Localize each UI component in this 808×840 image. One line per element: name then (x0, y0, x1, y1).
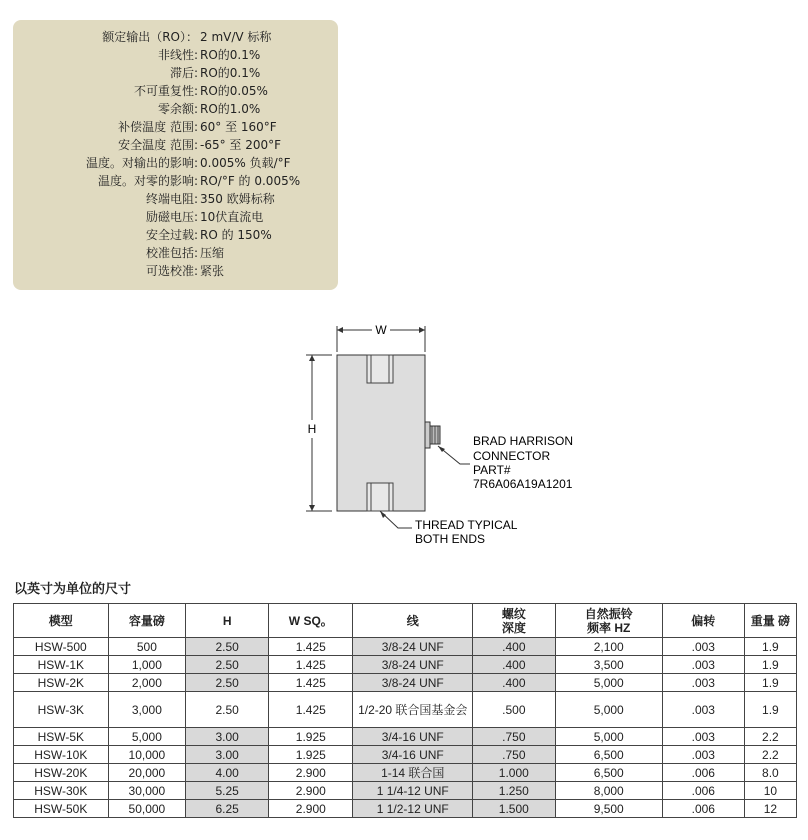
table-header-row (14, 604, 797, 638)
spec-label: 安全过载: (145, 228, 198, 242)
table-cell: 2.50 (186, 692, 269, 728)
table-cell: .750 (473, 746, 556, 764)
table-row (14, 746, 797, 764)
spec-label: 校准包括: (145, 246, 198, 260)
table-cell: 2.900 (269, 782, 353, 800)
column-header: 螺纹 深度 (473, 604, 556, 638)
spec-label: 额定输出（RO）： (102, 30, 198, 44)
table-cell: 4.00 (186, 764, 269, 782)
spec-row (13, 82, 338, 100)
table-cell: HSW-3K (14, 692, 109, 728)
table-cell: 5,000 (108, 728, 186, 746)
table-cell: 5,000 (555, 692, 662, 728)
table-cell: 1.925 (269, 728, 353, 746)
table-cell: 1.9 (744, 656, 796, 674)
table-cell: 6.25 (186, 800, 269, 818)
table-cell: 12 (744, 800, 796, 818)
table-row (14, 656, 797, 674)
spec-label: 非线性: (157, 48, 198, 62)
table-cell: HSW-1K (14, 656, 109, 674)
table-cell: 5,000 (555, 674, 662, 692)
table-cell: 20,000 (108, 764, 186, 782)
table-cell: 3/8-24 UNF (353, 656, 473, 674)
table-cell: HSW-20K (14, 764, 109, 782)
table-cell: 3/4-16 UNF (353, 746, 473, 764)
table-row (14, 728, 797, 746)
svg-text:BRAD HARRISON CONNECTOR (473, 434, 576, 491)
column-header: 自然振铃 频率 HZ (555, 604, 662, 638)
spec-row (13, 244, 338, 262)
table-cell: 1 1/2-12 UNF (353, 800, 473, 818)
table-row (14, 800, 797, 818)
spec-row (13, 154, 338, 172)
table-cell: .006 (662, 782, 744, 800)
spec-label: 温度。对输出的影响: (85, 156, 198, 170)
table-cell: .003 (662, 728, 744, 746)
thread-label-line-1: THREAD TYPICAL (415, 518, 518, 532)
spec-label: 补偿温度 范围: (118, 120, 198, 134)
table-row (14, 638, 797, 656)
table-cell: .500 (473, 692, 556, 728)
table-cell: 30,000 (108, 782, 186, 800)
table-cell: 50,000 (108, 800, 186, 818)
table-cell: 5.25 (186, 782, 269, 800)
table-cell: .003 (662, 692, 744, 728)
spec-label: 励磁电压: (145, 210, 198, 224)
spec-label: 滞后: (169, 66, 198, 80)
table-cell: HSW-50K (14, 800, 109, 818)
spec-value: 60° 至 160°F (200, 120, 277, 134)
table-cell: 2,100 (555, 638, 662, 656)
table-cell: 6,500 (555, 746, 662, 764)
table-cell: 1 1/4-12 UNF (353, 782, 473, 800)
h-dimension-label: H (307, 422, 317, 436)
thread-label-line-2: BOTH ENDS (415, 532, 486, 546)
table-cell: 3/8-24 UNF (353, 674, 473, 692)
table-cell: 3/8-24 UNF (353, 638, 473, 656)
table-cell: 1.9 (744, 638, 796, 656)
spec-value: 2 mV/V 标称 (200, 30, 272, 44)
table-cell: 2.2 (744, 728, 796, 746)
table-cell: 2.900 (269, 800, 353, 818)
spec-value: RO/°F 的 0.005% (200, 174, 301, 188)
table-cell: 3,000 (108, 692, 186, 728)
table-cell: 1.000 (473, 764, 556, 782)
table-cell: 1,000 (108, 656, 186, 674)
column-header: 容量磅 (108, 604, 186, 638)
table-cell: HSW-500 (14, 638, 109, 656)
spec-label: 终端电阻: (145, 192, 198, 206)
table-cell: .003 (662, 674, 744, 692)
table-cell: 6,500 (555, 764, 662, 782)
spec-row (13, 190, 338, 208)
table-title: 以英寸为单位的尺寸 (14, 582, 132, 597)
table-cell: .400 (473, 674, 556, 692)
column-header: H (186, 604, 269, 638)
table-cell: 1.425 (269, 656, 353, 674)
table-cell: 1.500 (473, 800, 556, 818)
connector-label-line-3: PART# (473, 463, 511, 477)
table-cell: 2.50 (186, 656, 269, 674)
table-row (14, 674, 797, 692)
spec-row (13, 136, 338, 154)
spec-value: RO 的 150% (200, 228, 272, 242)
table-cell: .750 (473, 728, 556, 746)
table-cell: 3,500 (555, 656, 662, 674)
column-header: 线 (353, 604, 473, 638)
dimensions-table (13, 603, 797, 818)
spec-label: 温度。对零的影响: (97, 174, 198, 188)
spec-value: 0.005% 负载/°F (200, 156, 291, 170)
table-cell: 1.9 (744, 692, 796, 728)
table-cell: .400 (473, 656, 556, 674)
table-cell: .006 (662, 764, 744, 782)
column-header: W SQ。 (269, 604, 353, 638)
table-cell: 5,000 (555, 728, 662, 746)
spec-label: 可选校准: (145, 264, 198, 278)
svg-text:THREAD TYPICAL BOTH ENDS (415, 518, 520, 546)
column-header: 模型 (14, 604, 109, 638)
spec-label: 不可重复性: (133, 84, 198, 98)
table-cell: 2.50 (186, 638, 269, 656)
spec-value: RO的0.05% (200, 84, 268, 98)
table-cell: .400 (473, 638, 556, 656)
table-cell: 1.425 (269, 674, 353, 692)
spec-value: -65° 至 200°F (200, 138, 282, 152)
spec-row (13, 172, 338, 190)
table-cell: 1.425 (269, 692, 353, 728)
table-cell: 1.9 (744, 674, 796, 692)
column-header: 重量 磅 (744, 604, 796, 638)
table-cell: 3.00 (186, 746, 269, 764)
table-cell: HSW-2K (14, 674, 109, 692)
spec-row (13, 118, 338, 136)
spec-row (13, 208, 338, 226)
spec-value: 压缩 (200, 246, 225, 260)
table-cell: .003 (662, 638, 744, 656)
spec-value: 紧张 (200, 264, 225, 278)
spec-value: RO的1.0% (200, 102, 261, 116)
table-cell: 1/2-20 联合国基金会 (353, 692, 473, 728)
table-cell: 8,000 (555, 782, 662, 800)
connector-label-line-4: 7R6A06A19A1201 (473, 477, 573, 491)
table-cell: 9,500 (555, 800, 662, 818)
spec-label: 安全温度 范围: (118, 138, 198, 152)
spec-label: 零余额: (157, 102, 198, 116)
table-cell: 3.00 (186, 728, 269, 746)
table-cell: 10,000 (108, 746, 186, 764)
table-cell: HSW-10K (14, 746, 109, 764)
table-cell: 500 (108, 638, 186, 656)
table-cell: 1.425 (269, 638, 353, 656)
table-cell: .003 (662, 656, 744, 674)
spec-value: 350 欧姆标称 (200, 192, 275, 206)
table-cell: 2.2 (744, 746, 796, 764)
spec-row (13, 28, 338, 46)
table-cell: 2.50 (186, 674, 269, 692)
w-dimension-label: W (375, 323, 387, 337)
spec-row (13, 100, 338, 118)
spec-value: 10伏直流电 (200, 210, 264, 224)
table-cell: 10 (744, 782, 796, 800)
table-row (14, 782, 797, 800)
table-cell: HSW-30K (14, 782, 109, 800)
spec-value: RO的0.1% (200, 48, 261, 62)
spec-row (13, 262, 338, 280)
spec-value: RO的0.1% (200, 66, 261, 80)
table-cell: .006 (662, 800, 744, 818)
table-cell: HSW-5K (14, 728, 109, 746)
connector-icon (425, 422, 440, 448)
spec-row (13, 226, 338, 244)
spec-row (13, 64, 338, 82)
table-row (14, 692, 797, 728)
table-cell: .003 (662, 746, 744, 764)
table-cell: 1-14 联合国 (353, 764, 473, 782)
table-row (14, 764, 797, 782)
connector-label-line-2: CONNECTOR (473, 449, 551, 463)
table-cell: 3/4-16 UNF (353, 728, 473, 746)
table-cell: 8.0 (744, 764, 796, 782)
spec-row (13, 46, 338, 64)
table-cell: 2.900 (269, 764, 353, 782)
connector-label-line-1: BRAD HARRISON (473, 434, 574, 448)
table-cell: 1.925 (269, 746, 353, 764)
table-cell: 2,000 (108, 674, 186, 692)
column-header: 偏转 (662, 604, 744, 638)
table-cell: 1.250 (473, 782, 556, 800)
load-cell-drawing (290, 318, 610, 558)
specifications-panel (13, 20, 338, 290)
